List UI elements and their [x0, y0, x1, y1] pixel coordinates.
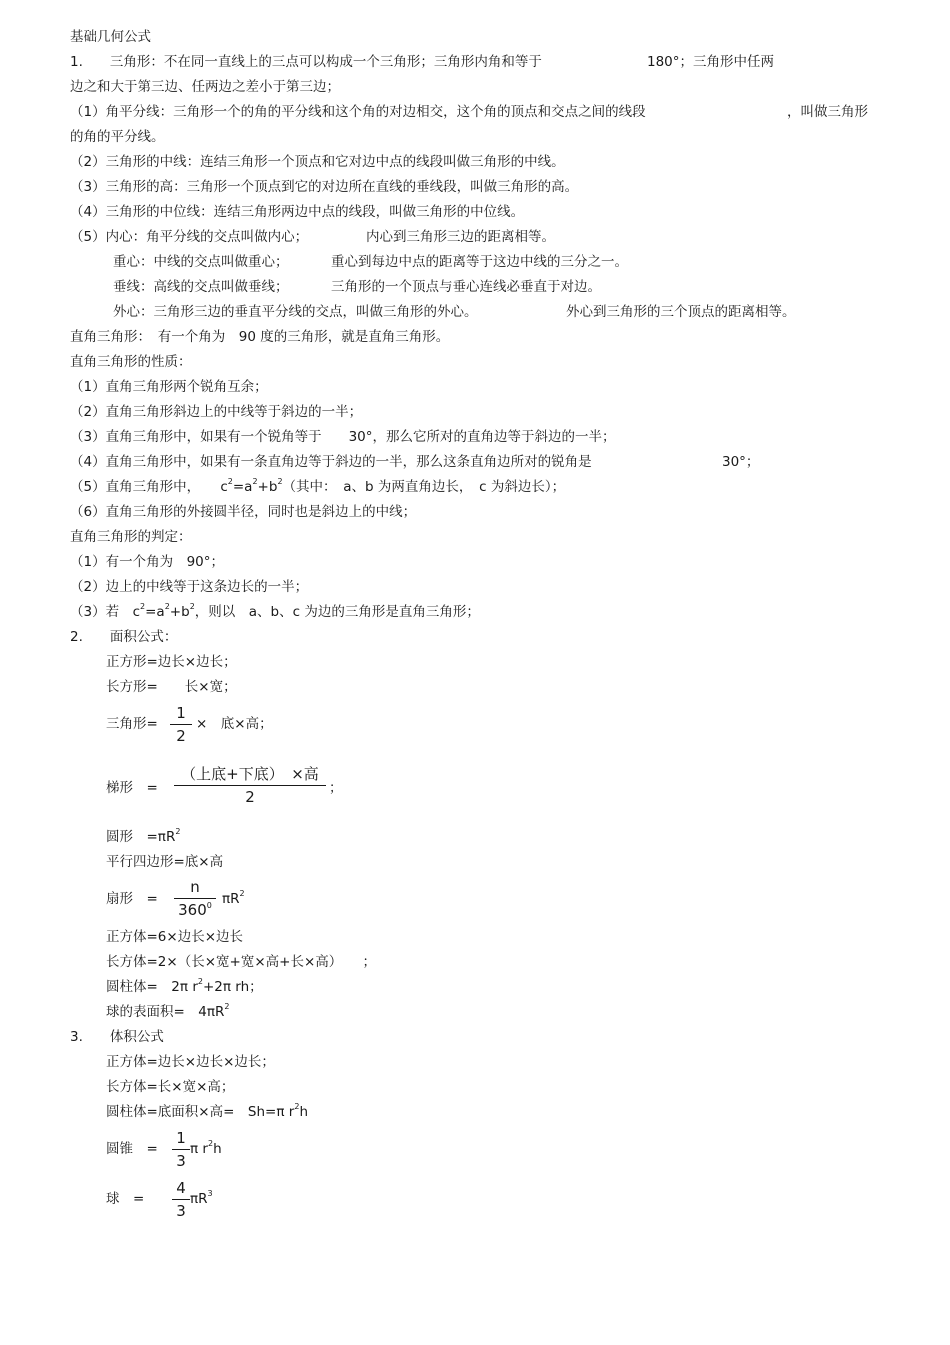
judgement-1: （1）有一个角为 90°； — [70, 554, 225, 570]
sector-area-fraction: n $360^0$ — [174, 877, 216, 923]
cylinder-surface-area: 圆柱体= 2π $r^2+2\pi$ rh； — [106, 977, 263, 995]
sector-area-rest: $\pi R^2$ — [222, 889, 245, 907]
cone-volume-fraction: 1 3 — [172, 1128, 190, 1171]
sphere-volume-label: 球 = — [106, 1191, 145, 1207]
circumcenter-text-tail: 外心到三角形的三个顶点的距离相等。 — [566, 304, 796, 320]
right-triangle-judgement-heading: 直角三角形的判定： — [70, 529, 192, 545]
cube-volume: 正方体=边长×边长×边长； — [106, 1054, 275, 1070]
page-title: 基础几何公式 — [70, 29, 151, 45]
parallelogram-area: 平行四边形=底×高 — [106, 854, 224, 870]
area-formulas-heading: 2. 面积公式： — [70, 629, 178, 645]
altitude-text: （3）三角形的高：三角形一个顶点到它的对边所在直线的垂线段，叫做三角形的高。 — [70, 179, 579, 195]
right-triangle-definition: 直角三角形： 有一个角为 90 度的三角形，就是直角三角形。 — [70, 329, 450, 345]
sphere-surface-area: 球的表面积= $4\pi R^2$ — [106, 1002, 230, 1020]
property-4: （4）直角三角形中，如果有一条直角边等于斜边的一半，那么这条直角边所对的锐角是 — [70, 454, 592, 470]
orthocenter-text-tail: 三角形的一个顶点与垂心连线必垂直于对边。 — [331, 279, 601, 295]
property-1: （1）直角三角形两个锐角互余； — [70, 379, 268, 395]
trapezoid-area-end: ； — [329, 780, 343, 796]
cylinder-volume: 圆柱体=底面积×高= Sh=π $r^2h$ — [106, 1102, 308, 1120]
property-6: （6）直角三角形的外接圆半径，同时也是斜边上的中线； — [70, 504, 417, 520]
bisector-text-end: 的角的平分线。 — [70, 129, 165, 145]
rectangle-area: 长方形= 长×宽； — [106, 679, 237, 695]
sphere-volume-fraction: 4 3 — [172, 1178, 190, 1221]
cube-surface-area: 正方体=6×边长×边长 — [106, 929, 244, 945]
circumcenter-text: 外心：三角形三边的垂直平分线的交点，叫做三角形的外心。 — [113, 304, 478, 320]
cuboid-volume: 长方体=长×宽×高； — [106, 1079, 235, 1095]
section1-line1-tail: 180°；三角形中任两 — [647, 54, 775, 70]
property-3: （3）直角三角形中，如果有一个锐角等于 30°，那么它所对的直角边等于斜边的一半； — [70, 429, 616, 445]
cuboid-surface-area: 长方体=2×（长×宽+宽×高+长×高） ； — [106, 954, 377, 970]
median-text: （2）三角形的中线：连结三角形一个顶点和它对边中点的线段叫做三角形的中线。 — [70, 154, 565, 170]
trapezoid-area-label: 梯形 = — [106, 780, 158, 796]
centroid-text: 重心：中线的交点叫做重心； — [113, 254, 289, 270]
circle-area: 圆形 $=\pi R^2$ — [106, 827, 181, 845]
square-area: 正方形=边长×边长； — [106, 654, 237, 670]
midline-text: （4）三角形的中位线：连结三角形两边中点的线段，叫做三角形的中位线。 — [70, 204, 525, 220]
property-5: （5）直角三角形中， $c^2=a^2+b^2$（其中： a、b 为两直角边长， c 为斜边长）； — [70, 477, 566, 495]
cone-volume-label: 圆锥 = — [106, 1141, 158, 1157]
sector-area-label: 扇形 = — [106, 891, 158, 907]
bisector-text-tail: ，叫做三角形 — [787, 104, 868, 120]
triangle-area-label: 三角形= — [106, 716, 158, 732]
property-4-tail: 30°； — [722, 454, 760, 470]
property-2: （2）直角三角形斜边上的中线等于斜边的一半； — [70, 404, 363, 420]
triangle-area-fraction: 1 2 — [170, 703, 192, 746]
judgement-3: （3）若 $c^2=a^2+b^2$，则以 a、b、c 为边的三角形是直角三角形； — [70, 602, 480, 620]
centroid-text-tail: 重心到每边中点的距离等于这边中线的三分之一。 — [331, 254, 628, 270]
section1-line2: 边之和大于第三边、任两边之差小于第三边； — [70, 79, 340, 95]
judgement-2: （2）边上的中线等于这条边长的一半； — [70, 579, 309, 595]
trapezoid-area-fraction: （上底+下底） ×高 2 — [174, 764, 326, 807]
incenter-text: （5）内心：角平分线的交点叫做内心； — [70, 229, 309, 245]
orthocenter-text: 垂线：高线的交点叫做垂线； — [113, 279, 289, 295]
right-triangle-properties-heading: 直角三角形的性质： — [70, 354, 192, 370]
cone-volume-rest: π $r^2h$ — [190, 1139, 222, 1157]
volume-formulas-heading: 3. 体积公式 — [70, 1029, 164, 1045]
triangle-area-rest: × 底×高； — [196, 716, 273, 732]
sphere-volume-rest: $\pi R^3$ — [190, 1189, 213, 1207]
incenter-text-tail: 内心到三角形三边的距离相等。 — [366, 229, 555, 245]
section1-line1: 1. 三角形：不在同一直线上的三点可以构成一个三角形；三角形内角和等于 — [70, 54, 542, 70]
bisector-text: （1）角平分线：三角形一个的角的平分线和这个角的对边相交，这个角的顶点和交点之间的线段 — [70, 104, 646, 120]
